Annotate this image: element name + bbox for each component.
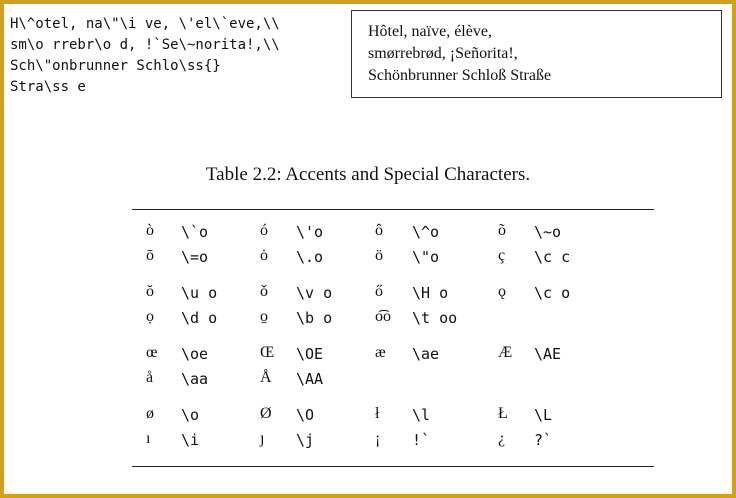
latex-command: \u o bbox=[181, 284, 218, 302]
latex-command: \ae bbox=[412, 345, 440, 363]
latex-command: \OE bbox=[296, 345, 324, 363]
latex-command: \AA bbox=[296, 370, 324, 388]
latex-command: \~o bbox=[534, 223, 562, 241]
accent-symbol: ő bbox=[375, 283, 383, 300]
accent-symbol: ç bbox=[498, 247, 506, 264]
latex-command: \`o bbox=[181, 223, 209, 241]
latex-command: \i bbox=[181, 431, 200, 449]
latex-command: \H o bbox=[412, 284, 449, 302]
accent-symbol: o͡o bbox=[375, 308, 391, 325]
table-bottom-rule bbox=[132, 466, 654, 467]
accent-symbol: Ø bbox=[260, 405, 272, 422]
latex-command: !` bbox=[412, 431, 431, 449]
latex-command: \j bbox=[296, 431, 315, 449]
source-line: Sch\"onbrunner Schlo\ss{} bbox=[10, 58, 221, 74]
source-line: sm\o rrebr\o d, !`Se\~norita!,\\ bbox=[10, 37, 280, 53]
latex-command: \t oo bbox=[412, 309, 458, 327]
latex-command: \"o bbox=[412, 248, 440, 266]
latex-command: \O bbox=[296, 406, 315, 424]
accent-symbol: ı bbox=[146, 430, 151, 447]
rendered-line: Schönbrunner Schloß Straße bbox=[368, 67, 552, 84]
latex-command: \c o bbox=[534, 284, 571, 302]
accent-symbol: ȷ bbox=[260, 430, 265, 447]
latex-command: \aa bbox=[181, 370, 209, 388]
latex-command: \AE bbox=[534, 345, 562, 363]
document-page bbox=[4, 4, 732, 494]
accent-symbol: ò bbox=[146, 222, 154, 239]
latex-command: \o bbox=[181, 406, 200, 424]
accent-symbol: œ bbox=[146, 344, 158, 361]
accent-symbol: Æ bbox=[498, 344, 513, 361]
table-caption: Table 2.2: Accents and Special Characters. bbox=[205, 164, 531, 185]
accent-symbol: ø bbox=[146, 405, 154, 422]
source-line: Stra\ss e bbox=[10, 79, 86, 95]
latex-command: \.o bbox=[296, 248, 324, 266]
accent-symbol: ǒ bbox=[260, 283, 268, 300]
accents-table bbox=[4, 4, 732, 494]
accent-symbol: ö bbox=[375, 247, 383, 264]
accent-symbol: ŏ bbox=[146, 283, 154, 300]
accent-symbol: ȯ bbox=[260, 247, 268, 264]
latex-command: \d o bbox=[181, 309, 218, 327]
accent-symbol: ¿ bbox=[498, 430, 506, 447]
latex-command: \=o bbox=[181, 248, 209, 266]
accent-symbol: æ bbox=[375, 344, 386, 361]
rendered-line: Hôtel, naïve, élève, bbox=[368, 23, 492, 40]
accent-symbol: ¡ bbox=[375, 430, 381, 447]
latex-command: \oe bbox=[181, 345, 209, 363]
accent-symbol: ł bbox=[375, 405, 380, 422]
latex-command: \^o bbox=[412, 223, 440, 241]
latex-command: \l bbox=[412, 406, 431, 424]
latex-command: \b o bbox=[296, 309, 333, 327]
accent-symbol: o̱ bbox=[260, 308, 268, 325]
accent-symbol: Å bbox=[260, 369, 272, 386]
accent-symbol: ó bbox=[260, 222, 268, 239]
latex-command: \L bbox=[534, 406, 553, 424]
accent-symbol: ọ bbox=[146, 308, 154, 325]
latex-command: \v o bbox=[296, 284, 333, 302]
accent-symbol: õ bbox=[498, 222, 506, 239]
accent-symbol: ō bbox=[146, 247, 154, 264]
accent-symbol: ǫ bbox=[498, 283, 506, 300]
latex-command: \'o bbox=[296, 223, 324, 241]
latex-command: ?` bbox=[534, 431, 553, 449]
accent-symbol: ô bbox=[375, 222, 383, 239]
accent-symbol: Œ bbox=[260, 344, 275, 361]
latex-command: \c c bbox=[534, 248, 571, 266]
accent-symbol: å bbox=[146, 369, 154, 386]
source-line: H\^otel, na\"\i ve, \'el\`eve,\\ bbox=[10, 16, 280, 32]
accent-symbol: Ł bbox=[498, 405, 508, 422]
rendered-line: smørrebrød, ¡Señorita!, bbox=[368, 45, 518, 62]
